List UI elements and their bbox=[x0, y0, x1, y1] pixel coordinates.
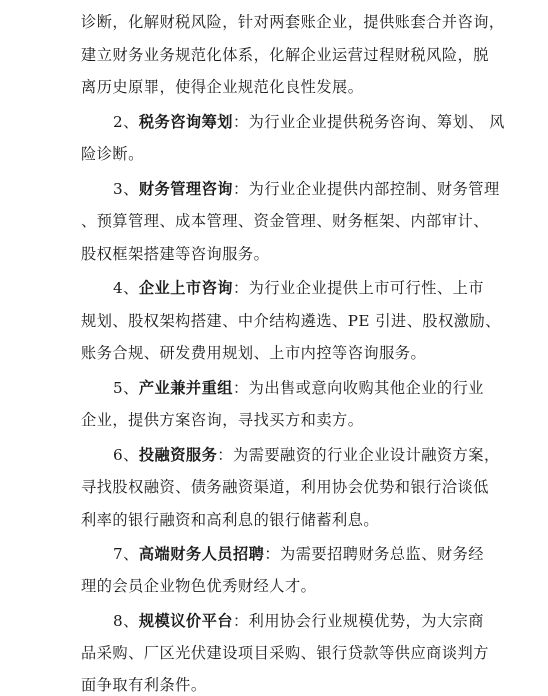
item-2-first-line bbox=[113, 111, 505, 133]
item-7-first-line bbox=[113, 543, 484, 565]
item-3-title: 财务管理咨询 bbox=[138, 180, 233, 198]
item-7-title: 高端财务人员招聘 bbox=[138, 545, 265, 563]
item-5-title: 产业兼并重组 bbox=[138, 379, 233, 397]
item-6-first-line bbox=[113, 444, 500, 466]
item-8-first-line bbox=[113, 610, 484, 632]
item-4-line-2: 规划、股权架构搭建、中介结构遴选、PE 引进、股权激励、 bbox=[81, 312, 501, 330]
item-5-line-2: 企业，提供方案咨询，寻找买方和卖方。 bbox=[81, 411, 364, 429]
intro-line-3: 离历史原罪，使得企业规范化良性发展。 bbox=[81, 78, 364, 96]
item-3-line-3: 股权框架搭建等咨询服务。 bbox=[81, 245, 270, 263]
item-4-line-3: 账务合规、研发费用规划、上市内控等咨询服务。 bbox=[81, 344, 427, 362]
item-3-line-2: 、预算管理、成本管理、资金管理、财务框架、内部审计、 bbox=[81, 212, 489, 230]
item-5-number: 5、 bbox=[113, 379, 139, 397]
item-2-number: 2、 bbox=[113, 113, 139, 131]
item-3-text: ：为行业企业提供内部控制、财务管理 bbox=[232, 180, 500, 198]
item-8-title: 规模议价平台 bbox=[138, 612, 233, 630]
item-6-text: ：为需要融资的行业企业设计融资方案， bbox=[217, 446, 500, 464]
item-7-line-2: 理的会员企业物色优秀财经人才。 bbox=[81, 577, 317, 595]
item-2-title: 税务咨询筹划 bbox=[138, 113, 233, 131]
item-4-title: 企业上市咨询 bbox=[138, 279, 233, 297]
item-8-number: 8、 bbox=[113, 612, 139, 630]
item-6-title: 投融资服务 bbox=[138, 446, 218, 464]
item-8-text: ：利用协会行业规模优势，为大宗商 bbox=[232, 612, 484, 630]
item-3-first-line bbox=[113, 178, 500, 200]
item-3-number: 3、 bbox=[113, 180, 139, 198]
item-6-line-2: 寻找股权融资、债务融资渠道，利用协会优势和银行洽谈低 bbox=[81, 478, 489, 496]
item-4-first-line bbox=[113, 277, 484, 299]
item-8-line-2: 品采购、厂区光伏建设项目采购、银行贷款等供应商谈判方 bbox=[81, 644, 489, 662]
item-8-line-3: 面争取有利条件。 bbox=[81, 676, 207, 694]
item-4-text: ：为行业企业提供上市可行性、上市 bbox=[232, 279, 484, 297]
intro-line-1: 诊断，化解财税风险，针对两套账企业，提供账套合并咨询， bbox=[81, 13, 505, 31]
item-2-text: ：为行业企业提供税务咨询、筹划、 风 bbox=[232, 113, 505, 131]
item-2-line-2: 险诊断。 bbox=[81, 145, 144, 163]
item-6-line-3: 利率的银行融资和高利息的银行储蓄利息。 bbox=[81, 511, 380, 529]
item-6-number: 6、 bbox=[113, 446, 139, 464]
item-7-number: 7、 bbox=[113, 545, 139, 563]
item-7-text: ：为需要招聘财务总监、财务经 bbox=[264, 545, 484, 563]
intro-line-2: 建立财务业务规范化体系，化解企业运营过程财税风险，脱 bbox=[81, 46, 489, 64]
item-4-number: 4、 bbox=[113, 279, 139, 297]
item-5-text: ：为出售或意向收购其他企业的行业 bbox=[232, 379, 484, 397]
item-5-first-line bbox=[113, 377, 484, 399]
